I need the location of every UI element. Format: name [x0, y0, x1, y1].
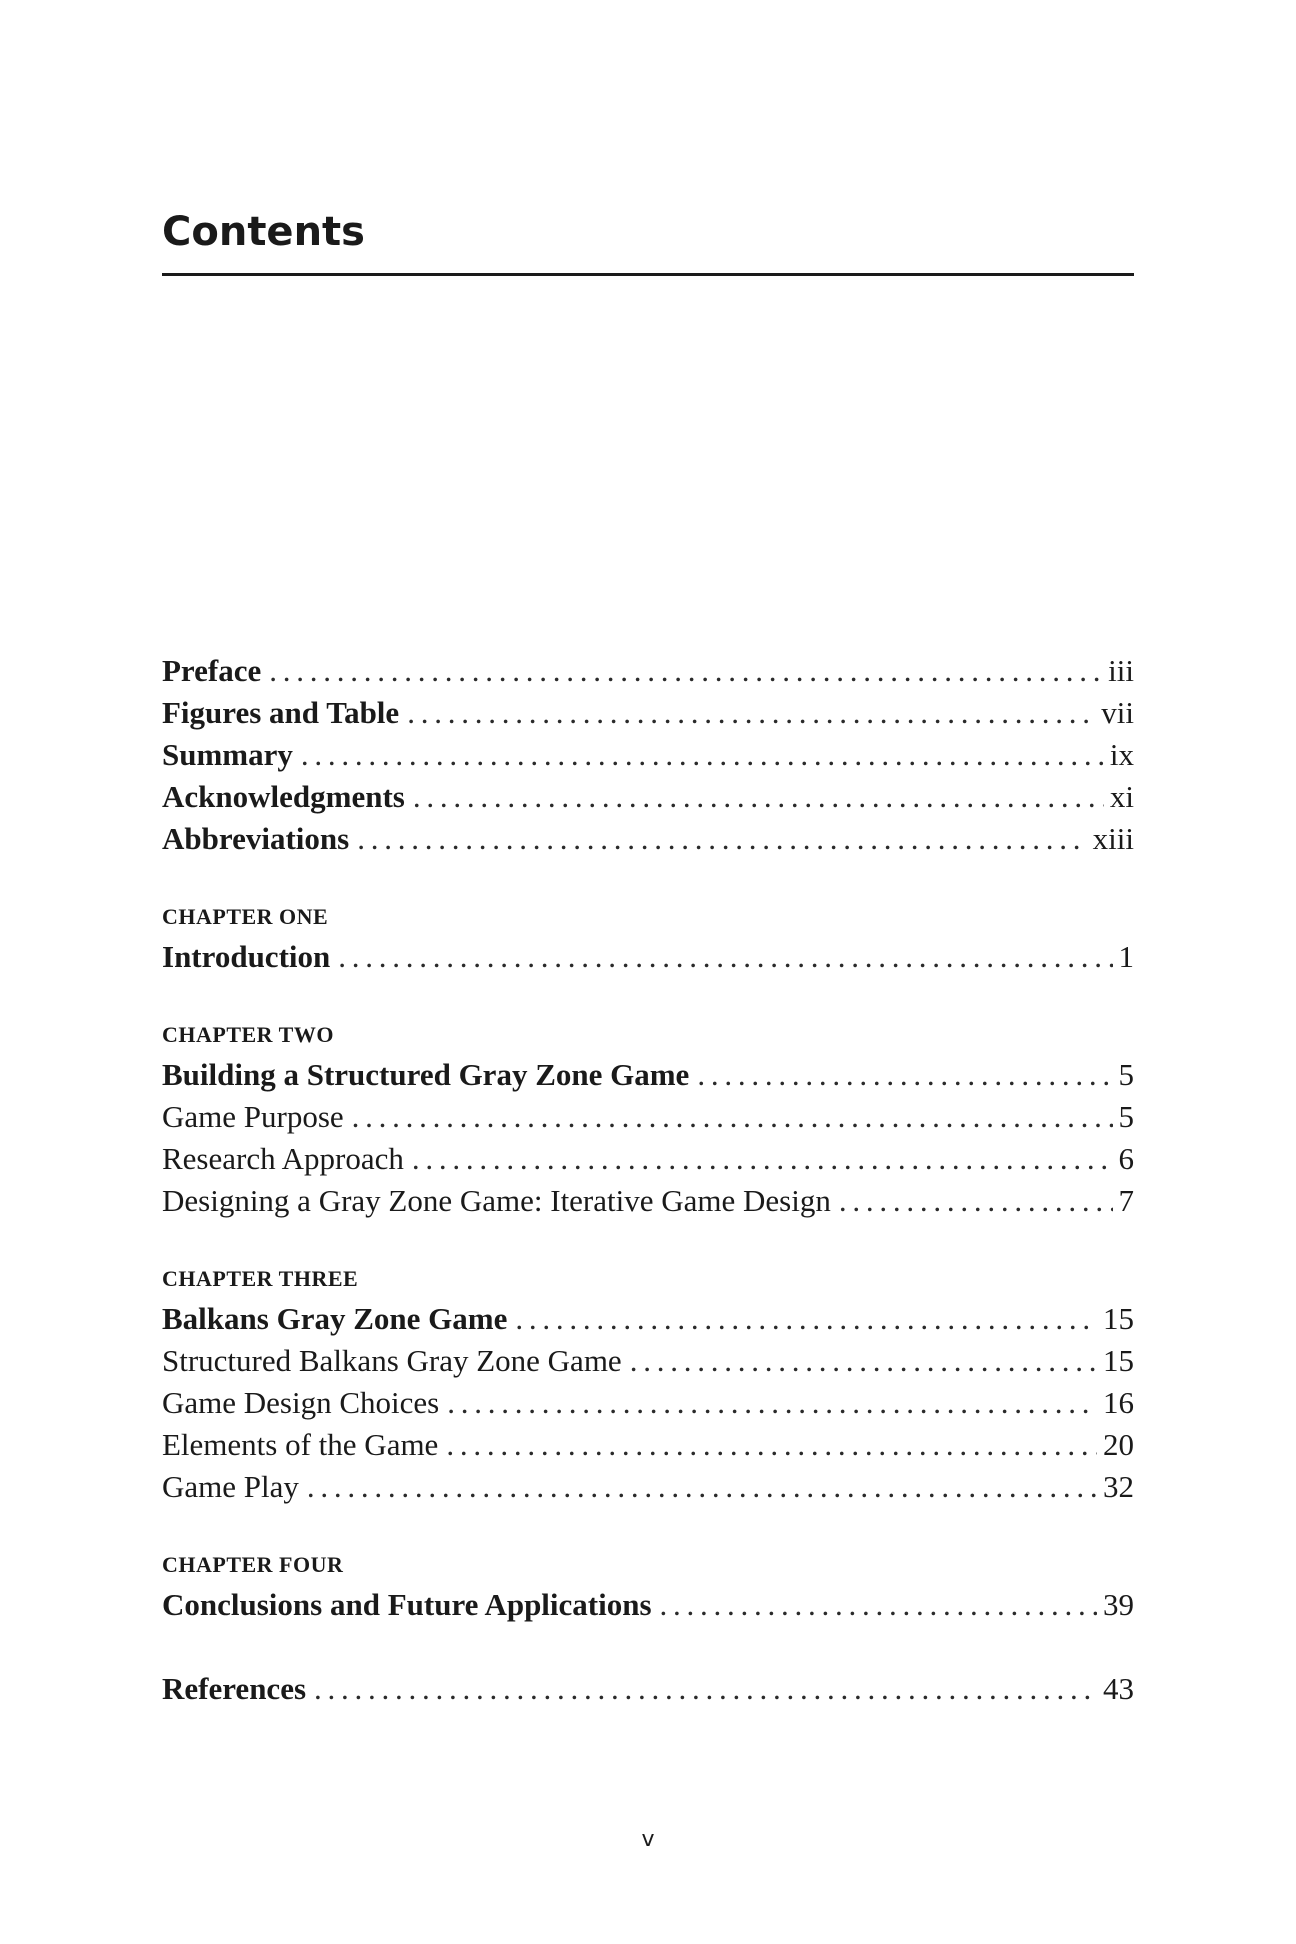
- dot-leader: [269, 650, 1102, 692]
- toc-entry-preface[interactable]: [162, 650, 1134, 692]
- toc-entry-label: Figures and Table: [162, 695, 400, 730]
- table-of-contents: [162, 650, 1134, 1710]
- dot-leader: [314, 1668, 1097, 1710]
- toc-entry-label: Summary: [162, 737, 293, 772]
- toc-entry-label: Game Play: [162, 1469, 299, 1504]
- toc-entry-game-purpose[interactable]: [162, 1096, 1134, 1138]
- chapter-label-two: CHAPTER TWO: [162, 1022, 334, 1047]
- toc-entry-page: 16: [1103, 1385, 1134, 1420]
- dot-leader: [413, 776, 1104, 818]
- toc-entry-page: 7: [1118, 1183, 1134, 1218]
- toc-entry-label: Acknowledgments: [162, 779, 405, 814]
- page-title: Contents: [162, 209, 365, 255]
- toc-entry-page: ix: [1109, 737, 1134, 772]
- toc-entry-page: 5: [1118, 1057, 1134, 1092]
- toc-entry-page: xiii: [1092, 821, 1134, 856]
- toc-entry-label: References: [162, 1671, 307, 1706]
- toc-entry-designing-game[interactable]: [162, 1180, 1134, 1222]
- toc-entry-game-design-choices[interactable]: [162, 1382, 1134, 1424]
- toc-entry-building-game[interactable]: [162, 1054, 1134, 1096]
- toc-entry-label: Designing a Gray Zone Game: Iterative Game Design: [162, 1183, 831, 1218]
- toc-entry-abbreviations[interactable]: [162, 818, 1134, 860]
- toc-entry-page: 5: [1118, 1099, 1134, 1134]
- toc-entry-label: Structured Balkans Gray Zone Game: [162, 1343, 622, 1378]
- toc-entry-page: iii: [1108, 653, 1134, 688]
- toc-entry-page: 6: [1118, 1141, 1134, 1176]
- toc-entry-label: Building a Structured Gray Zone Game: [162, 1057, 690, 1092]
- toc-entry-page: 15: [1103, 1343, 1134, 1378]
- toc-entry-page: vii: [1101, 695, 1134, 730]
- toc-entry-elements-of-game[interactable]: [162, 1424, 1134, 1466]
- dot-leader: [839, 1180, 1113, 1222]
- toc-entry-label: Preface: [162, 653, 262, 688]
- toc-entry-figures-and-table[interactable]: [162, 692, 1134, 734]
- toc-entry-label: Balkans Gray Zone Game: [162, 1301, 508, 1336]
- dot-leader: [446, 1424, 1097, 1466]
- dot-leader: [697, 1054, 1112, 1096]
- toc-entry-acknowledgments[interactable]: [162, 776, 1134, 818]
- toc-entry-page: 39: [1103, 1587, 1134, 1622]
- heading-rule: [162, 273, 1134, 276]
- chapter-label-one: CHAPTER ONE: [162, 904, 329, 929]
- dot-leader: [357, 818, 1086, 860]
- toc-entry-page: 1: [1118, 939, 1134, 974]
- dot-leader: [338, 936, 1112, 978]
- toc-entry-game-play[interactable]: [162, 1466, 1134, 1508]
- toc-entry-conclusions[interactable]: [162, 1584, 1134, 1626]
- dot-leader: [515, 1298, 1097, 1340]
- toc-entry-page: 43: [1103, 1671, 1134, 1706]
- toc-entry-label: Conclusions and Future Applications: [162, 1587, 652, 1622]
- toc-entry-references[interactable]: [162, 1668, 1134, 1710]
- toc-entry-page: xi: [1109, 779, 1134, 814]
- toc-entry-label: Research Approach: [162, 1141, 404, 1176]
- dot-leader: [660, 1584, 1097, 1626]
- dot-leader: [630, 1340, 1097, 1382]
- toc-entry-label: Introduction: [162, 939, 331, 974]
- dot-leader: [301, 734, 1104, 776]
- toc-entry-page: 20: [1103, 1427, 1134, 1462]
- toc-entry-research-approach[interactable]: [162, 1138, 1134, 1180]
- toc-entry-balkans-game[interactable]: [162, 1298, 1134, 1340]
- chapter-label-three: CHAPTER THREE: [162, 1266, 359, 1291]
- toc-entry-structured-balkans[interactable]: [162, 1340, 1134, 1382]
- toc-entry-label: Abbreviations: [162, 821, 350, 856]
- page-number: v: [641, 1827, 655, 1852]
- section-gap: [162, 1626, 1134, 1668]
- dot-leader: [447, 1382, 1097, 1424]
- chapter-label-four: CHAPTER FOUR: [162, 1552, 344, 1577]
- dot-leader: [407, 692, 1095, 734]
- toc-entry-introduction[interactable]: [162, 936, 1134, 978]
- toc-entry-page: 15: [1103, 1301, 1134, 1336]
- dot-leader: [307, 1466, 1097, 1508]
- dot-leader: [412, 1138, 1113, 1180]
- toc-entry-label: Elements of the Game: [162, 1427, 439, 1462]
- toc-entry-label: Game Design Choices: [162, 1385, 440, 1420]
- toc-entry-label: Game Purpose: [162, 1099, 344, 1134]
- toc-entry-summary[interactable]: [162, 734, 1134, 776]
- dot-leader: [352, 1096, 1113, 1138]
- toc-entry-page: 32: [1103, 1469, 1134, 1504]
